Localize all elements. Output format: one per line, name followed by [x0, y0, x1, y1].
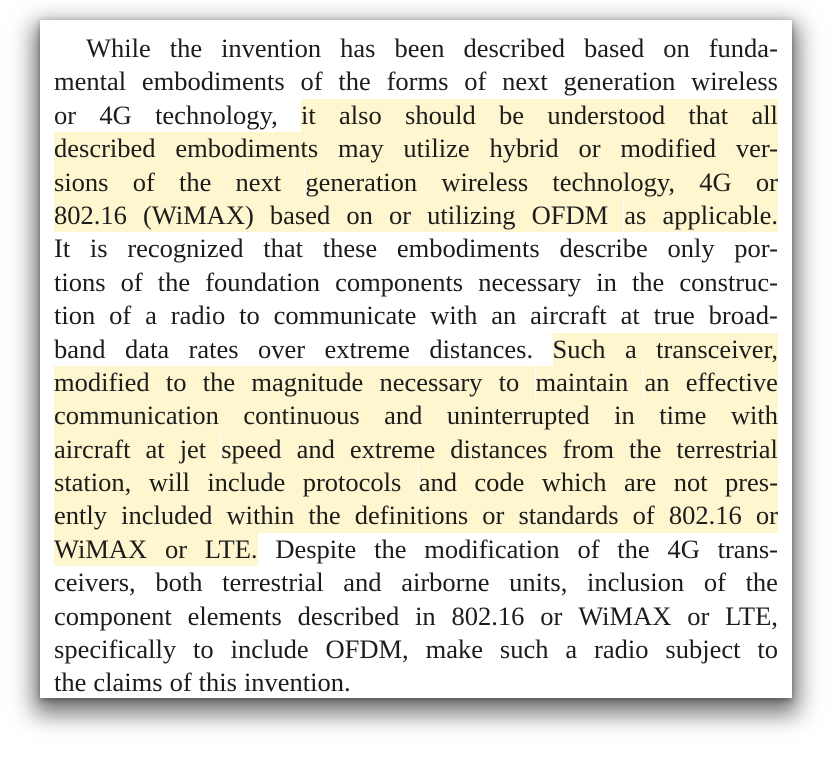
word: of — [633, 499, 669, 532]
word: to — [193, 634, 214, 665]
text-line — [54, 600, 778, 633]
word: describe — [559, 233, 648, 264]
word: uninterrupted — [447, 399, 614, 432]
word: an — [491, 300, 517, 331]
word: or — [389, 199, 427, 232]
word: time — [659, 399, 731, 432]
word: the — [629, 433, 676, 466]
word: wireless — [441, 166, 552, 199]
text-line — [54, 199, 778, 232]
word: and — [419, 466, 474, 499]
word: or — [578, 132, 620, 165]
word: 4G — [667, 533, 700, 564]
word: LTE, — [725, 600, 778, 631]
text-line — [54, 499, 778, 532]
word: continuous — [243, 399, 384, 432]
word: data — [124, 333, 170, 364]
word: communicate — [273, 300, 417, 331]
word: LTE. — [205, 533, 258, 566]
word: of — [703, 567, 726, 598]
word: be — [499, 99, 547, 132]
word: aircraft — [54, 433, 146, 466]
word: based — [270, 199, 346, 232]
word: foundation — [205, 266, 320, 297]
word: of — [300, 66, 323, 97]
word: also — [339, 99, 405, 132]
word: based — [583, 33, 645, 63]
word: effective — [686, 366, 778, 399]
word: component — [54, 600, 172, 631]
text-line — [54, 466, 778, 499]
word: has — [340, 33, 376, 63]
word: in — [596, 266, 617, 297]
text-line — [54, 533, 778, 566]
word: distances — [450, 433, 562, 466]
word: terrestrial — [222, 567, 324, 598]
word: or — [756, 499, 778, 532]
text-line — [54, 566, 778, 599]
word: the — [54, 667, 87, 698]
word: the — [179, 166, 236, 199]
word: that — [263, 233, 304, 264]
word: these — [322, 233, 378, 264]
text-line — [54, 633, 778, 666]
word: standards — [518, 499, 633, 532]
word: extreme — [350, 433, 450, 466]
word: with — [731, 399, 778, 432]
word: this — [198, 667, 237, 698]
word: mental — [54, 66, 127, 97]
word: generation — [563, 66, 676, 97]
word: components — [335, 266, 464, 297]
word: on — [346, 199, 389, 232]
text-line — [54, 166, 778, 199]
word: included — [121, 499, 226, 532]
word: (WiMAX) — [143, 199, 270, 232]
word: or — [756, 166, 778, 199]
word: of — [464, 66, 487, 97]
word: of — [169, 667, 192, 698]
word: make — [425, 634, 483, 665]
word: recognized — [127, 233, 244, 264]
text-line — [54, 99, 778, 132]
word: Despite — [275, 533, 357, 564]
word: While — [86, 33, 151, 63]
text-line — [54, 299, 778, 332]
word: ver- — [736, 132, 778, 165]
word: true — [653, 300, 695, 331]
word: maintain — [536, 366, 644, 399]
word: 802.16 — [54, 199, 143, 232]
word: may — [338, 132, 403, 165]
word: forms — [386, 66, 449, 97]
word: broad- — [708, 300, 778, 331]
word: such — [499, 634, 549, 665]
word: a — [625, 333, 656, 366]
word: units, — [509, 567, 568, 598]
word: are — [624, 466, 674, 499]
word: include — [230, 634, 309, 665]
word: the — [617, 533, 650, 564]
word: claims — [93, 667, 163, 698]
word: band — [54, 333, 106, 364]
word: the — [338, 66, 371, 97]
word: which — [542, 466, 624, 499]
word: 802.16 — [669, 499, 756, 532]
word: embodiments — [175, 132, 338, 165]
word: protocols — [303, 466, 419, 499]
word: generation — [305, 166, 441, 199]
word: in — [415, 600, 436, 631]
word: specifically — [54, 634, 177, 665]
word: the — [374, 533, 407, 564]
word: and — [297, 433, 350, 466]
word: station, — [54, 466, 149, 499]
word: embodiments — [396, 233, 540, 264]
text-line — [54, 132, 778, 165]
word: all — [751, 99, 778, 132]
word: not — [674, 466, 725, 499]
text-line — [54, 266, 778, 299]
text-line — [54, 666, 778, 699]
word: to — [499, 366, 536, 399]
word: inclusion — [587, 567, 685, 598]
text-line — [54, 32, 778, 65]
text-line — [54, 433, 778, 466]
word: ently — [54, 499, 121, 532]
word: next — [502, 66, 548, 97]
word: the — [308, 499, 355, 532]
word: technology, — [155, 99, 278, 130]
word: tion — [54, 300, 96, 331]
word: transceiver, — [656, 333, 778, 366]
word: necessary — [379, 366, 499, 399]
word: a — [145, 300, 157, 331]
word: in — [614, 399, 659, 432]
word: communication — [54, 399, 243, 432]
word: aircraft — [530, 300, 607, 331]
word: within — [226, 499, 308, 532]
word: modified — [620, 132, 736, 165]
word: the — [157, 266, 191, 297]
word: will — [149, 466, 207, 499]
word: or — [482, 499, 518, 532]
word: with — [430, 300, 478, 331]
word: both — [155, 567, 203, 598]
word: It — [54, 233, 71, 264]
word: rates — [188, 333, 239, 364]
word: wireless — [691, 66, 778, 97]
paragraph-text — [54, 32, 778, 700]
word: to — [166, 366, 203, 399]
word: of — [120, 266, 143, 297]
word: tions — [54, 266, 106, 297]
word: ceivers, — [54, 567, 136, 598]
word: as — [624, 199, 662, 232]
word: invention. — [243, 667, 351, 698]
word: radio — [594, 634, 649, 665]
word: terrestrial — [676, 433, 778, 466]
word: or — [165, 533, 205, 566]
word: to — [239, 300, 260, 331]
word: airborne — [401, 567, 490, 598]
word: hybrid — [489, 132, 578, 165]
word: of — [109, 300, 132, 331]
word: 4G — [99, 99, 132, 130]
word: modified — [54, 366, 166, 399]
text-line — [54, 366, 778, 399]
word: at — [620, 300, 640, 331]
word: the — [203, 366, 251, 399]
word: WiMAX — [54, 533, 165, 566]
word: por- — [734, 233, 778, 264]
word: elements — [187, 600, 282, 631]
word: the — [631, 266, 665, 297]
word: described — [54, 132, 175, 165]
word: jet — [180, 433, 221, 466]
word: subject — [665, 634, 741, 665]
word: applicable. — [662, 199, 778, 232]
word: over — [258, 333, 306, 364]
word: trans- — [717, 533, 778, 564]
word: invention — [221, 33, 322, 63]
word: pres- — [725, 466, 778, 499]
word: or — [54, 99, 77, 130]
word: the — [169, 33, 203, 63]
word: utilize — [403, 132, 489, 165]
word: an — [644, 366, 686, 399]
word: it — [301, 99, 339, 132]
word: to — [757, 634, 778, 665]
word: next — [236, 166, 305, 199]
word: embodiments — [141, 66, 285, 97]
word: described — [463, 33, 565, 63]
word: on — [663, 33, 690, 63]
text-line — [54, 399, 778, 432]
word: or — [540, 600, 563, 631]
word: technology, — [552, 166, 699, 199]
word: code — [474, 466, 542, 499]
word: described — [297, 600, 400, 631]
word: and — [343, 567, 382, 598]
word: construc- — [679, 266, 778, 297]
word: utilizing — [427, 199, 532, 232]
text-line — [54, 232, 778, 265]
word: that — [688, 99, 751, 132]
word: WiMAX — [578, 600, 672, 631]
word: 802.16 — [451, 600, 525, 631]
word: from — [562, 433, 629, 466]
word: and — [384, 399, 447, 432]
word: modification — [424, 533, 560, 564]
word: 4G — [699, 166, 756, 199]
word: the — [745, 567, 778, 598]
word: Such — [553, 333, 625, 366]
word: speed — [221, 433, 297, 466]
word: extreme — [324, 333, 410, 364]
word: understood — [547, 99, 688, 132]
word: definitions — [355, 499, 482, 532]
text-line — [54, 333, 778, 366]
word: should — [405, 99, 499, 132]
word: magnitude — [251, 366, 379, 399]
word: at — [146, 433, 180, 466]
word: of — [133, 166, 179, 199]
word: of — [577, 533, 600, 564]
word: is — [89, 233, 108, 264]
word: radio — [170, 300, 226, 331]
document-page — [40, 20, 792, 698]
word: include — [207, 466, 303, 499]
word: or — [687, 600, 710, 631]
word: OFDM, — [325, 634, 409, 665]
word: sions — [54, 166, 133, 199]
word: OFDM — [532, 199, 624, 232]
word: only — [667, 233, 715, 264]
word: a — [565, 634, 578, 665]
word: necessary — [478, 266, 582, 297]
word: been — [394, 33, 445, 63]
word: funda- — [708, 33, 778, 63]
text-line — [54, 65, 778, 98]
word: distances. — [429, 333, 534, 364]
